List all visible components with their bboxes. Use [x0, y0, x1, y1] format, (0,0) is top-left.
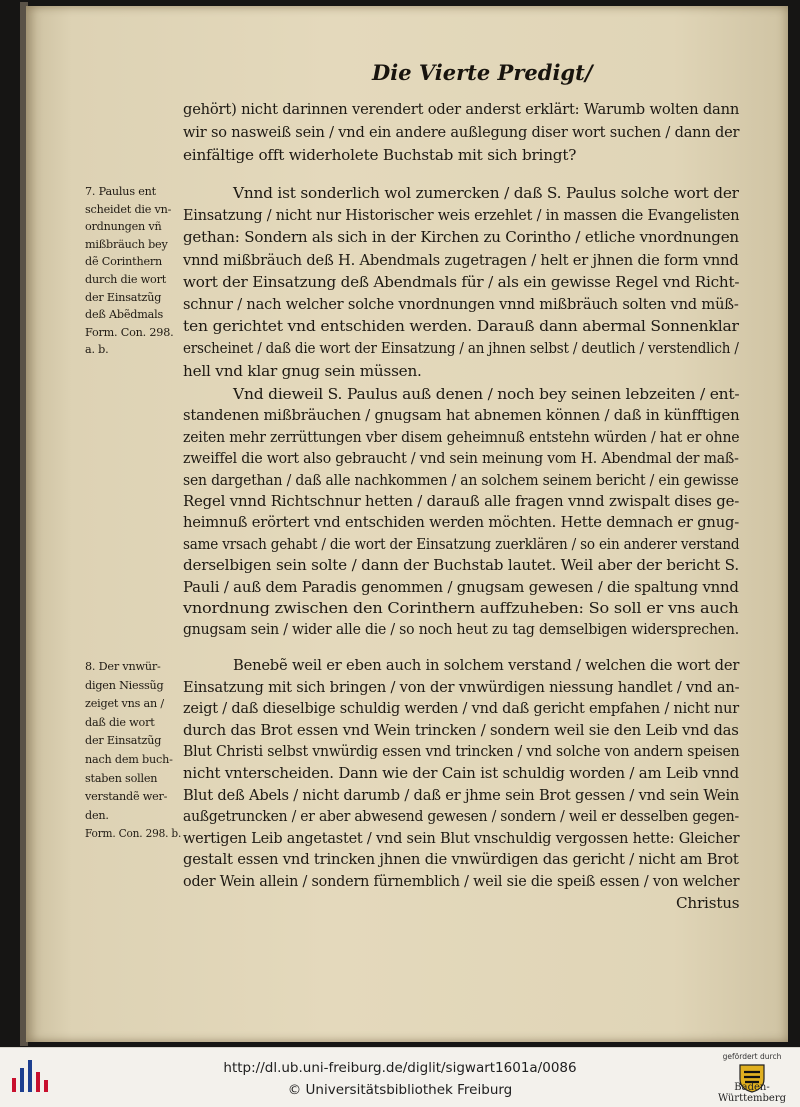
margin-note-line: Form. Con. 298. b. — [85, 827, 182, 841]
text-line: gestalt essen vnd trincken jhnen die vnwürdigen das gericht / nicht am Brot — [183, 850, 739, 869]
text-line: Pauli / auß dem Paradis genommen / gnugsam gewesen / die spaltung vnnd — [183, 577, 739, 596]
text-line: Christus — [676, 893, 740, 912]
text-line: gehört) nicht darinnen verendert oder anderst erklärt: Warumb wolten dann — [183, 100, 740, 118]
text-line: schnur / nach welcher solche vnordnungen vnnd mißbräuch solten vnd müß- — [183, 295, 739, 313]
text-line: Blut Christi selbst vnwürdig essen vnd trincken / vnd solche von andern speisen — [183, 742, 740, 761]
text-line: Regel vnnd Richtschnur hetten / darauß alle fragen vnnd zwispalt dises ge- — [183, 492, 740, 510]
text-line: Benebẽ weil er eben auch in solchem verstand / welchen die wort der — [233, 656, 740, 674]
margin-note-line: scheidet die vn- — [85, 202, 172, 216]
text-line: standenen mißbräuchen / gnugsam hat abnemen können / daß in künfftigen — [183, 406, 740, 425]
text-line: zeigt / daß dieselbige schuldig werden / vnd daß gericht empfahen / nicht nur — [183, 699, 739, 718]
text-line: einfältige offt widerholete Buchstab mit sich bringt? — [183, 146, 577, 164]
margin-note-line: verstandẽ wer- — [85, 790, 168, 804]
sponsor-badge — [712, 1052, 792, 1104]
text-line: ten gerichtet vnd entschiden werden. Darauß dann abermal Sonnenklar — [183, 317, 739, 336]
text-line: vnordnung zwischen den Corinthern auffzuheben: So soll er vns auch — [183, 599, 739, 617]
text-line: gnugsam sein / wider alle die / so noch heut zu tag demselbigen widersprechen. — [183, 620, 739, 639]
margin-note-line: Form. Con. 298. — [85, 325, 174, 339]
text-line: derselbigen sein solte / dann der Buchstab lautet. Weil aber der bericht S. — [183, 556, 739, 575]
sponsor-name: Baden-Württemberg — [717, 1082, 787, 1104]
text-line: Vnnd ist sonderlich wol zumercken / daß S. Paulus solche wort der — [233, 184, 739, 202]
text-line: oder Wein allein / sondern fürnemblich / weil sie die speiß essen / von welcher — [183, 872, 740, 890]
text-line: same vrsach gehabt / die wort der Einsatzung zuerklären / so ein anderer verstand — [183, 534, 740, 553]
margin-note-line: a. b. — [85, 343, 109, 357]
margin-note-line: ordnungen vñ — [85, 220, 162, 234]
margin-note-line: daß die wort — [85, 715, 155, 729]
text-line: zweiffel die wort also gebraucht / vnd sein meinung vom H. Abendmal der maß- — [183, 449, 739, 468]
margin-note-line: 7. Paulus ent — [85, 185, 156, 198]
text-line: vnnd mißbräuch deß H. Abendmals zugetragen / helt er jhnen die form vnnd — [183, 250, 739, 269]
margin-note-line: zeiget vns an / — [85, 697, 164, 711]
text-line: Einsatzung / nicht nur Historischer weis erzehlet / in massen die Evangelisten — [183, 206, 740, 225]
text-line: wort der Einsatzung deß Abendmals für / als ein gewisse Regel vnd Richt- — [183, 272, 740, 291]
text-line: zeiten mehr zerrüttungen vber disem geheimnuß entstehn würden / hat er ohne — [183, 427, 740, 446]
text-line: Blut deß Abels / nicht darumb / daß er jhme sein Brot gessen / vnd sein Wein — [183, 785, 740, 804]
margin-note-line: dẽ Corinthern — [85, 255, 163, 269]
margin-note-line: durch die wort — [85, 273, 167, 286]
text-line: heimnuß erörtert vnd entschiden werden möchten. Hette demnach er gnug- — [183, 513, 739, 532]
text-line: hell vnd klar gnug sein müssen. — [183, 361, 422, 380]
margin-note-line: deß Abẽdmals — [85, 308, 164, 322]
text-line: durch das Brot essen vnd Wein trincken / sondern weil sie den Leib vnd das — [183, 720, 739, 739]
text-line: wertigen Leib angetastet / vnd sein Blut vnschuldig vergossen hette: Gleicher — [183, 828, 740, 847]
text-line: gethan: Sondern als sich in der Kirchen zu Corintho / etliche vnordnungen — [183, 228, 739, 247]
scanned-page — [26, 6, 788, 1042]
sponsor-label: gefördert durch — [722, 1052, 782, 1061]
text-line: nicht vnterscheiden. Dann wie der Cain ist schuldig worden / am Leib vnnd — [183, 764, 740, 782]
margin-note-line: der Einsatzũg — [85, 290, 162, 304]
margin-note-line: staben sollen — [85, 771, 158, 785]
document-url-link[interactable]: http://dl.ub.uni-freiburg.de/diglit/sigwart1601a/0086 — [223, 1060, 577, 1076]
margin-note-line: mißbräuch bey — [85, 237, 168, 251]
margin-note-line: digen Niessũg — [85, 678, 164, 692]
margin-note-line: nach dem buch- — [85, 753, 173, 766]
text-line: sen dargethan / daß alle nachkommen / an solchem seinem bericht / ein gewisse — [183, 470, 739, 489]
text-line: erscheinet / daß die wort der Einsatzung / an jhnen selbst / deutlich / verstendlich / — [183, 339, 739, 358]
page-heading: Die Vierte Predigt/ — [372, 60, 593, 85]
margin-note-line: 8. Der vnwür- — [85, 660, 161, 673]
margin-note-line: den. — [85, 808, 109, 822]
text-line: Einsatzung mit sich bringen / von der vnwürdigen niessung handlet / vnd an- — [183, 677, 740, 696]
footer — [0, 1047, 800, 1107]
margin-note-line: der Einsatzũg — [85, 734, 162, 748]
text-line: Vnd dieweil S. Paulus auß denen / noch bey seinen lebzeiten / ent- — [233, 385, 740, 403]
copyright-notice: © Universitätsbibliothek Freiburg — [287, 1082, 513, 1098]
text-line: wir so nasweiß sein / vnd ein andere außlegung diser wort suchen / dann der — [183, 123, 740, 141]
text-line: außgetruncken / er aber abwesend gewesen / sondern / weil er desselben gegen- — [183, 807, 739, 826]
